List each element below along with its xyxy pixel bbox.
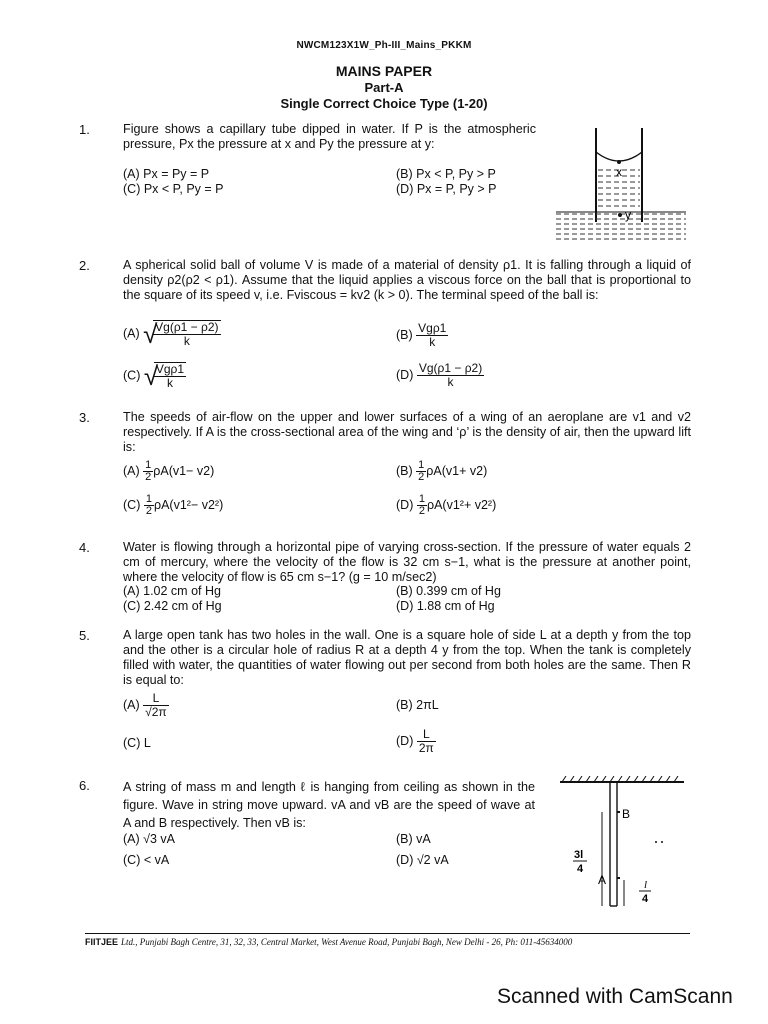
label-x: x <box>616 165 622 179</box>
footer-address: FIITJEE Ltd., Punjabi Bagh Centre, 31, 32, 33, Central Market, West Avenue Road, Punjabi Bagh, New Delhi - 26, Ph: 011-45634000 <box>85 933 690 947</box>
question-text: A large open tank has two holes in the wall. One is a square hole of side L at a depth y from the top and the other is a circular hole of radius R at a depth 4 y from the top. When the tank is completely filled with water, the quantities of water flowing out per second from both holes are the same. Then R is equal to: <box>123 628 691 687</box>
paper-code: NWCM123X1W_Ph-III_Mains_PKKM <box>296 40 472 51</box>
option-d[interactable]: (D) $\frac{1}{2}$ ρA(v1²+ v2²) <box>396 493 497 517</box>
option-d[interactable]: (D) √2 vA <box>396 853 449 867</box>
option-a[interactable]: (A) $\frac{L}{√2\pi}$ <box>123 691 167 719</box>
label-three-quarter-l: 3l <box>574 849 584 861</box>
option-d[interactable]: (D) $\frac{L}{2\pi}$ <box>396 727 434 755</box>
option-c[interactable]: (C) 2.42 cm of Hg <box>123 599 222 613</box>
question-number: 2. <box>79 258 90 273</box>
label-quarter-l: l <box>644 879 648 891</box>
question-number: 5. <box>79 628 90 643</box>
option-c[interactable]: (C) √ Vgρ1 k <box>123 361 185 391</box>
question-number: 3. <box>79 410 90 425</box>
capillary-tube-figure <box>552 124 690 244</box>
option-d[interactable]: (D) $\frac{Vg(\rho 1 - \rho 2)}{k}$ <box>396 361 483 389</box>
brand-logo: FIITJEE <box>85 937 119 947</box>
option-a[interactable]: (A) 1.02 cm of Hg <box>123 584 221 598</box>
question-number: 1. <box>79 122 90 137</box>
question-number: 4. <box>79 540 90 555</box>
option-d[interactable]: (D) 1.88 cm of Hg <box>396 599 495 613</box>
option-d[interactable]: (D) Px = P, Py > P <box>396 182 497 196</box>
label-a: A <box>598 873 607 887</box>
label-y: y <box>625 208 631 222</box>
option-a[interactable]: (A) $\frac{1}{2}$ ρA(v1− v2) <box>123 459 215 483</box>
hanging-string-figure <box>560 776 690 912</box>
option-b[interactable]: (B) vA <box>396 832 431 846</box>
option-b[interactable]: (B) 0.399 cm of Hg <box>396 584 501 598</box>
option-c[interactable]: (C) L <box>123 736 151 750</box>
option-c[interactable]: (C) < vA <box>123 853 170 867</box>
question-text: A spherical solid ball of volume V is made of a material of density ρ1. It is falling through a liquid of density ρ2(ρ2 < ρ1). Assume that the liquid applies a viscous force on the ball that is proportional to the square of its speed v, i.e. Fviscous = kv2 (k > 0). The terminal speed of the ball is: <box>123 258 691 302</box>
paper-title: MAINS PAPER <box>335 63 433 79</box>
option-b[interactable]: (B) Vgρ1 k <box>396 321 447 349</box>
scanner-watermark: Scanned with CamScann <box>497 985 733 1008</box>
question-text: Figure shows a capillary tube dipped in water. If P is the atmospheric pressure, Px the pressure at x and Py the pressure at y: <box>123 122 536 151</box>
option-a[interactable]: (A) √ $\frac{Vg(\rho 1 - \rho 2)}{k}$ <box>123 319 219 349</box>
question-text: Water is flowing through a horizontal pipe of varying cross-section. If the pressure of water equals 2 cm of mercury, where the velocity of the flow is 32 cm s−1, what is the pressure at another point, where the velocity of flow is 65 cm s−1? (g = 10 m/sec2) <box>123 540 691 584</box>
question-text: The speeds of air-flow on the upper and lower surfaces of a wing of an aeroplane are v1 and v2 respectively. If A is the cross-sectional area of the wing and ‘ρ’ is the density of air, then the upward lift is: <box>123 410 691 454</box>
question-number: 6. <box>79 778 90 793</box>
option-b[interactable]: (B) 2πL <box>396 698 439 712</box>
option-c[interactable]: (C) Px < P, Py = P <box>123 182 224 196</box>
label-b: B <box>622 807 631 821</box>
question-type: Single Correct Choice Type (1-20) <box>280 96 488 111</box>
question-text: A string of mass m and length ℓ is hanging from ceiling as shown in the figure. Wave in string move upward. vA and vB are the speed of wave at A and B respectively. Then vB is: <box>123 780 535 830</box>
svg-text:4: 4 <box>577 863 584 875</box>
option-a[interactable]: (A) Px = Py = P <box>123 167 210 181</box>
option-c[interactable]: (C) $\frac{1}{2}$ ρA(v1²− v2²) <box>123 493 224 517</box>
option-b[interactable]: (B) Px < P, Py > P <box>396 167 496 181</box>
option-a[interactable]: (A) √3 vA <box>123 832 176 846</box>
paper-part: Part-A <box>364 80 404 95</box>
option-b[interactable]: (B) $\frac{1}{2}$ ρA(v1+ v2) <box>396 459 488 483</box>
svg-text:4: 4 <box>642 893 649 905</box>
